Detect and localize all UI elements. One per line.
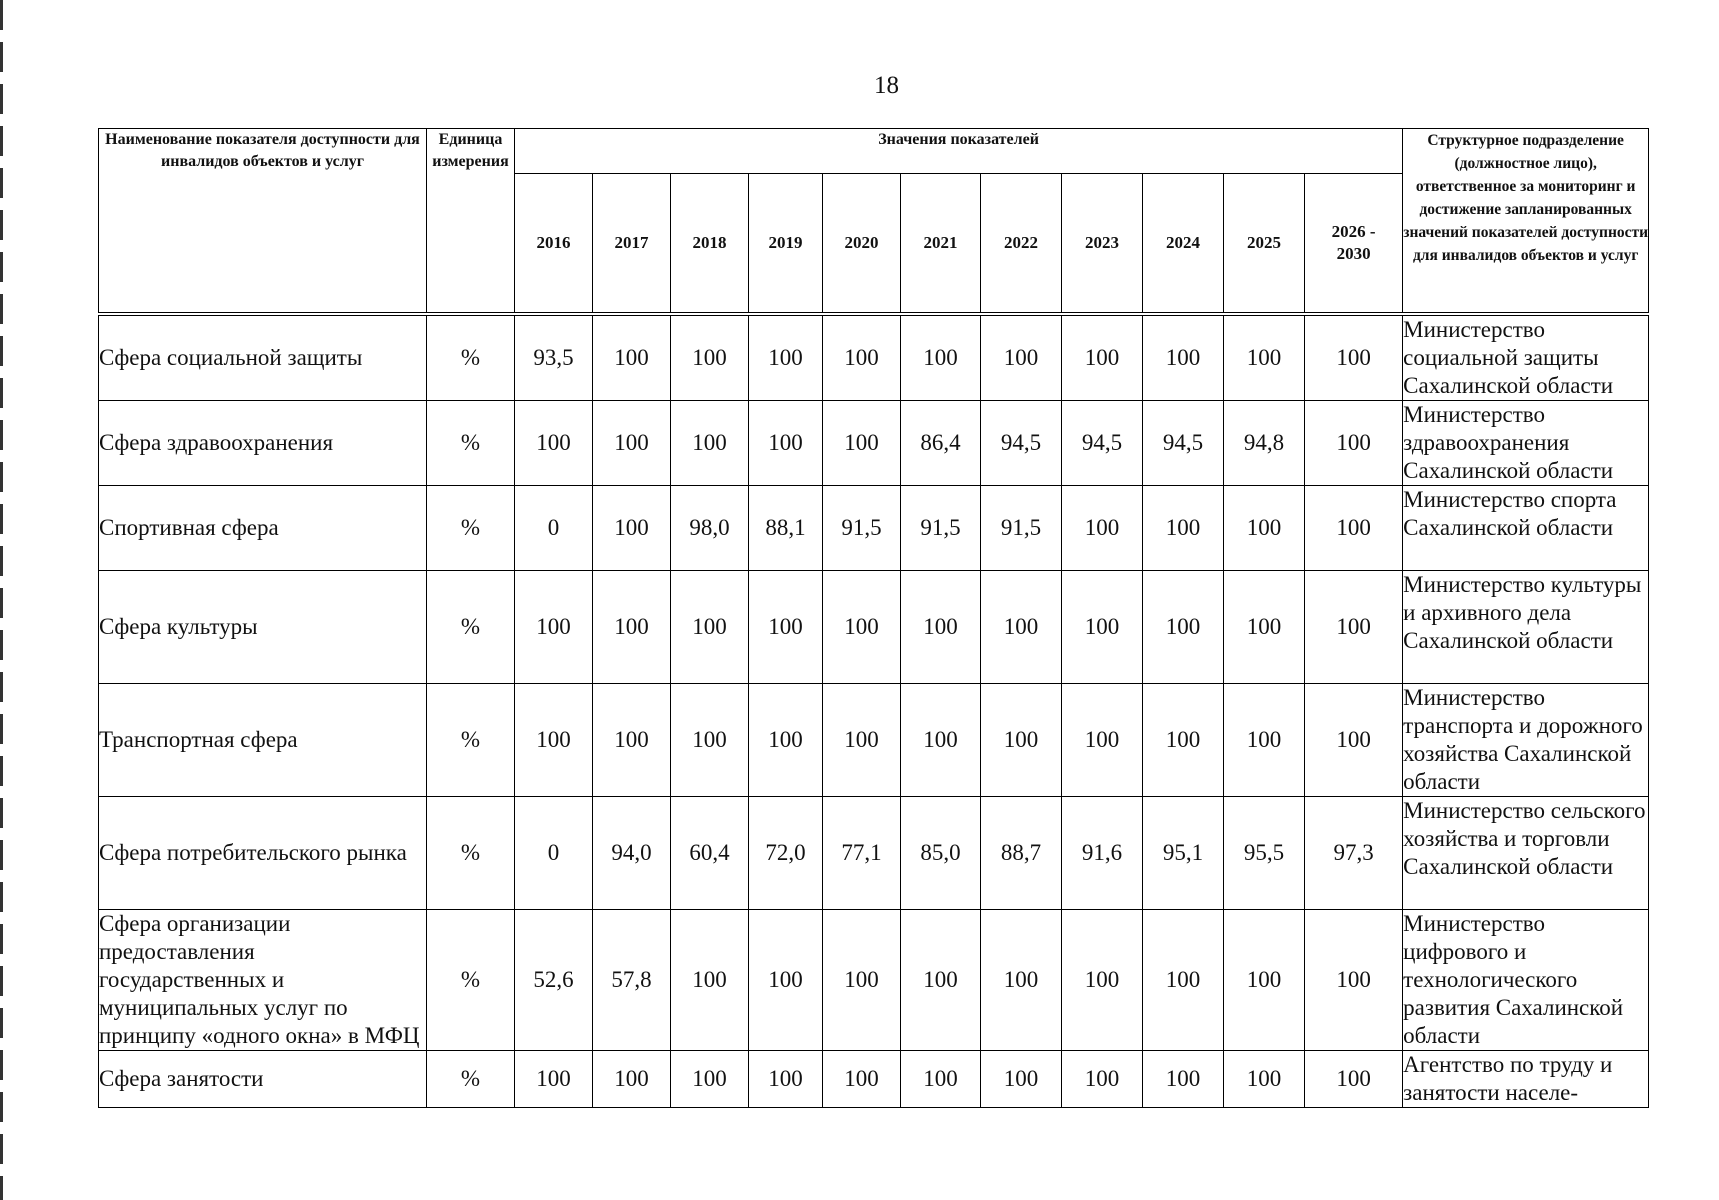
row-responsible: Министерство спорта Сахалинской области <box>1403 485 1649 570</box>
row-value: 97,3 <box>1305 796 1403 909</box>
row-value: 100 <box>823 909 901 1050</box>
row-value: 91,5 <box>823 485 901 570</box>
row-value: 100 <box>1143 1050 1224 1107</box>
row-value: 100 <box>1224 1050 1305 1107</box>
row-value: 94,5 <box>1143 400 1224 485</box>
row-responsible: Министерство культуры и архивного дела Сахалинской области <box>1403 570 1649 683</box>
row-value: 100 <box>515 683 593 796</box>
header-year: 2023 <box>1062 174 1143 314</box>
row-unit: % <box>427 314 515 401</box>
row-value: 100 <box>749 909 823 1050</box>
row-value: 100 <box>1305 1050 1403 1107</box>
row-unit: % <box>427 1050 515 1107</box>
table-header <box>99 129 1649 314</box>
row-value: 100 <box>749 1050 823 1107</box>
row-name: Сфера занятости <box>99 1050 427 1107</box>
row-value: 100 <box>1305 314 1403 401</box>
row-value: 100 <box>901 570 981 683</box>
row-value: 100 <box>1224 485 1305 570</box>
row-value: 91,5 <box>981 485 1062 570</box>
header-year: 2024 <box>1143 174 1224 314</box>
header-values: Значения показателей <box>515 129 1403 174</box>
row-value: 100 <box>671 683 749 796</box>
row-name: Сфера организации предоставления государственных и муниципальных услуг по принципу «одного окна» в МФЦ <box>99 909 427 1050</box>
row-value: 100 <box>1305 570 1403 683</box>
row-value: 100 <box>1143 570 1224 683</box>
row-value: 100 <box>981 314 1062 401</box>
row-value: 95,1 <box>1143 796 1224 909</box>
row-value: 100 <box>1305 400 1403 485</box>
row-value: 100 <box>671 570 749 683</box>
row-value: 86,4 <box>901 400 981 485</box>
header-year: 2016 <box>515 174 593 314</box>
table-row <box>99 683 1649 796</box>
table-row <box>99 570 1649 683</box>
row-value: 0 <box>515 796 593 909</box>
row-unit: % <box>427 570 515 683</box>
row-value: 100 <box>1224 570 1305 683</box>
row-value: 100 <box>515 400 593 485</box>
row-value: 100 <box>901 314 981 401</box>
row-value: 100 <box>593 1050 671 1107</box>
row-value: 100 <box>593 570 671 683</box>
row-value: 100 <box>515 570 593 683</box>
row-unit: % <box>427 400 515 485</box>
table-row <box>99 400 1649 485</box>
row-value: 100 <box>981 909 1062 1050</box>
row-value: 100 <box>1143 909 1224 1050</box>
row-value: 100 <box>671 314 749 401</box>
table-row <box>99 1050 1649 1107</box>
row-responsible: Министерство здравоохранения Сахалинской области <box>1403 400 1649 485</box>
row-unit: % <box>427 796 515 909</box>
row-value: 85,0 <box>901 796 981 909</box>
row-responsible: Министерство транспорта и дорожного хозяйства Сахалинской области <box>1403 683 1649 796</box>
row-value: 88,7 <box>981 796 1062 909</box>
row-value: 100 <box>823 1050 901 1107</box>
row-value: 100 <box>981 1050 1062 1107</box>
row-value: 100 <box>981 570 1062 683</box>
row-value: 88,1 <box>749 485 823 570</box>
row-name: Сфера здравоохранения <box>99 400 427 485</box>
row-value: 100 <box>1062 1050 1143 1107</box>
header-year: 2026 - 2030 <box>1305 174 1403 314</box>
row-value: 100 <box>1224 314 1305 401</box>
row-value: 100 <box>1143 314 1224 401</box>
row-name: Сфера социальной защиты <box>99 314 427 401</box>
header-year: 2017 <box>593 174 671 314</box>
row-value: 100 <box>749 683 823 796</box>
row-value: 94,0 <box>593 796 671 909</box>
row-unit: % <box>427 909 515 1050</box>
row-value: 100 <box>823 400 901 485</box>
header-year: 2022 <box>981 174 1062 314</box>
row-value: 52,6 <box>515 909 593 1050</box>
table-body <box>99 314 1649 1108</box>
row-value: 100 <box>1062 485 1143 570</box>
row-value: 100 <box>1305 683 1403 796</box>
scan-edge-marks <box>0 0 3 1200</box>
row-value: 91,6 <box>1062 796 1143 909</box>
row-value: 95,5 <box>1224 796 1305 909</box>
row-name: Сфера потребительского рынка <box>99 796 427 909</box>
row-value: 77,1 <box>823 796 901 909</box>
row-value: 100 <box>1062 314 1143 401</box>
row-responsible: Министерство цифрового и технологического развития Сахалинской области <box>1403 909 1649 1050</box>
row-unit: % <box>427 485 515 570</box>
page-number: 18 <box>874 72 899 99</box>
row-value: 98,0 <box>671 485 749 570</box>
row-value: 100 <box>823 683 901 796</box>
row-value: 100 <box>515 1050 593 1107</box>
row-value: 100 <box>901 1050 981 1107</box>
row-value: 93,5 <box>515 314 593 401</box>
row-value: 100 <box>671 909 749 1050</box>
header-year: 2019 <box>749 174 823 314</box>
header-year: 2025 <box>1224 174 1305 314</box>
table-row <box>99 909 1649 1050</box>
row-value: 100 <box>981 683 1062 796</box>
row-value: 100 <box>593 400 671 485</box>
row-value: 94,5 <box>981 400 1062 485</box>
header-responsible: Структурное подразделение (должностное лицо), ответственное за мониторинг и достижение запланированных значений показателей доступности для инвалидов объектов и услуг <box>1403 129 1649 314</box>
row-value: 100 <box>1062 909 1143 1050</box>
row-value: 57,8 <box>593 909 671 1050</box>
row-value: 100 <box>749 400 823 485</box>
row-value: 91,5 <box>901 485 981 570</box>
row-value: 94,8 <box>1224 400 1305 485</box>
header-year: 2021 <box>901 174 981 314</box>
row-value: 94,5 <box>1062 400 1143 485</box>
indicators-table <box>98 128 1649 1108</box>
row-responsible: Министерство сельского хозяйства и торговли Сахалинской области <box>1403 796 1649 909</box>
row-value: 100 <box>901 683 981 796</box>
row-value: 100 <box>593 683 671 796</box>
row-value: 100 <box>1224 909 1305 1050</box>
row-responsible: Агентство по труду и занятости населе- <box>1403 1050 1649 1107</box>
header-unit: Единица измерения <box>427 129 515 314</box>
row-value: 100 <box>1143 683 1224 796</box>
row-value: 100 <box>593 314 671 401</box>
row-name: Сфера культуры <box>99 570 427 683</box>
header-indicator-name: Наименование показателя доступности для инвалидов объектов и услуг <box>99 129 427 314</box>
row-responsible: Министерство социальной защиты Сахалинской области <box>1403 314 1649 401</box>
table-row <box>99 796 1649 909</box>
header-year: 2020 <box>823 174 901 314</box>
row-value: 100 <box>1062 570 1143 683</box>
row-value: 100 <box>823 570 901 683</box>
row-value: 60,4 <box>671 796 749 909</box>
row-value: 100 <box>671 400 749 485</box>
row-value: 100 <box>1224 683 1305 796</box>
row-value: 100 <box>823 314 901 401</box>
table-row <box>99 314 1649 401</box>
table-row <box>99 485 1649 570</box>
row-value: 100 <box>1305 909 1403 1050</box>
row-name: Транспортная сфера <box>99 683 427 796</box>
row-value: 100 <box>749 314 823 401</box>
header-year: 2018 <box>671 174 749 314</box>
row-name: Спортивная сфера <box>99 485 427 570</box>
row-unit: % <box>427 683 515 796</box>
row-value: 100 <box>593 485 671 570</box>
row-value: 100 <box>1305 485 1403 570</box>
row-value: 100 <box>671 1050 749 1107</box>
row-value: 0 <box>515 485 593 570</box>
row-value: 72,0 <box>749 796 823 909</box>
row-value: 100 <box>1143 485 1224 570</box>
row-value: 100 <box>901 909 981 1050</box>
row-value: 100 <box>1062 683 1143 796</box>
row-value: 100 <box>749 570 823 683</box>
